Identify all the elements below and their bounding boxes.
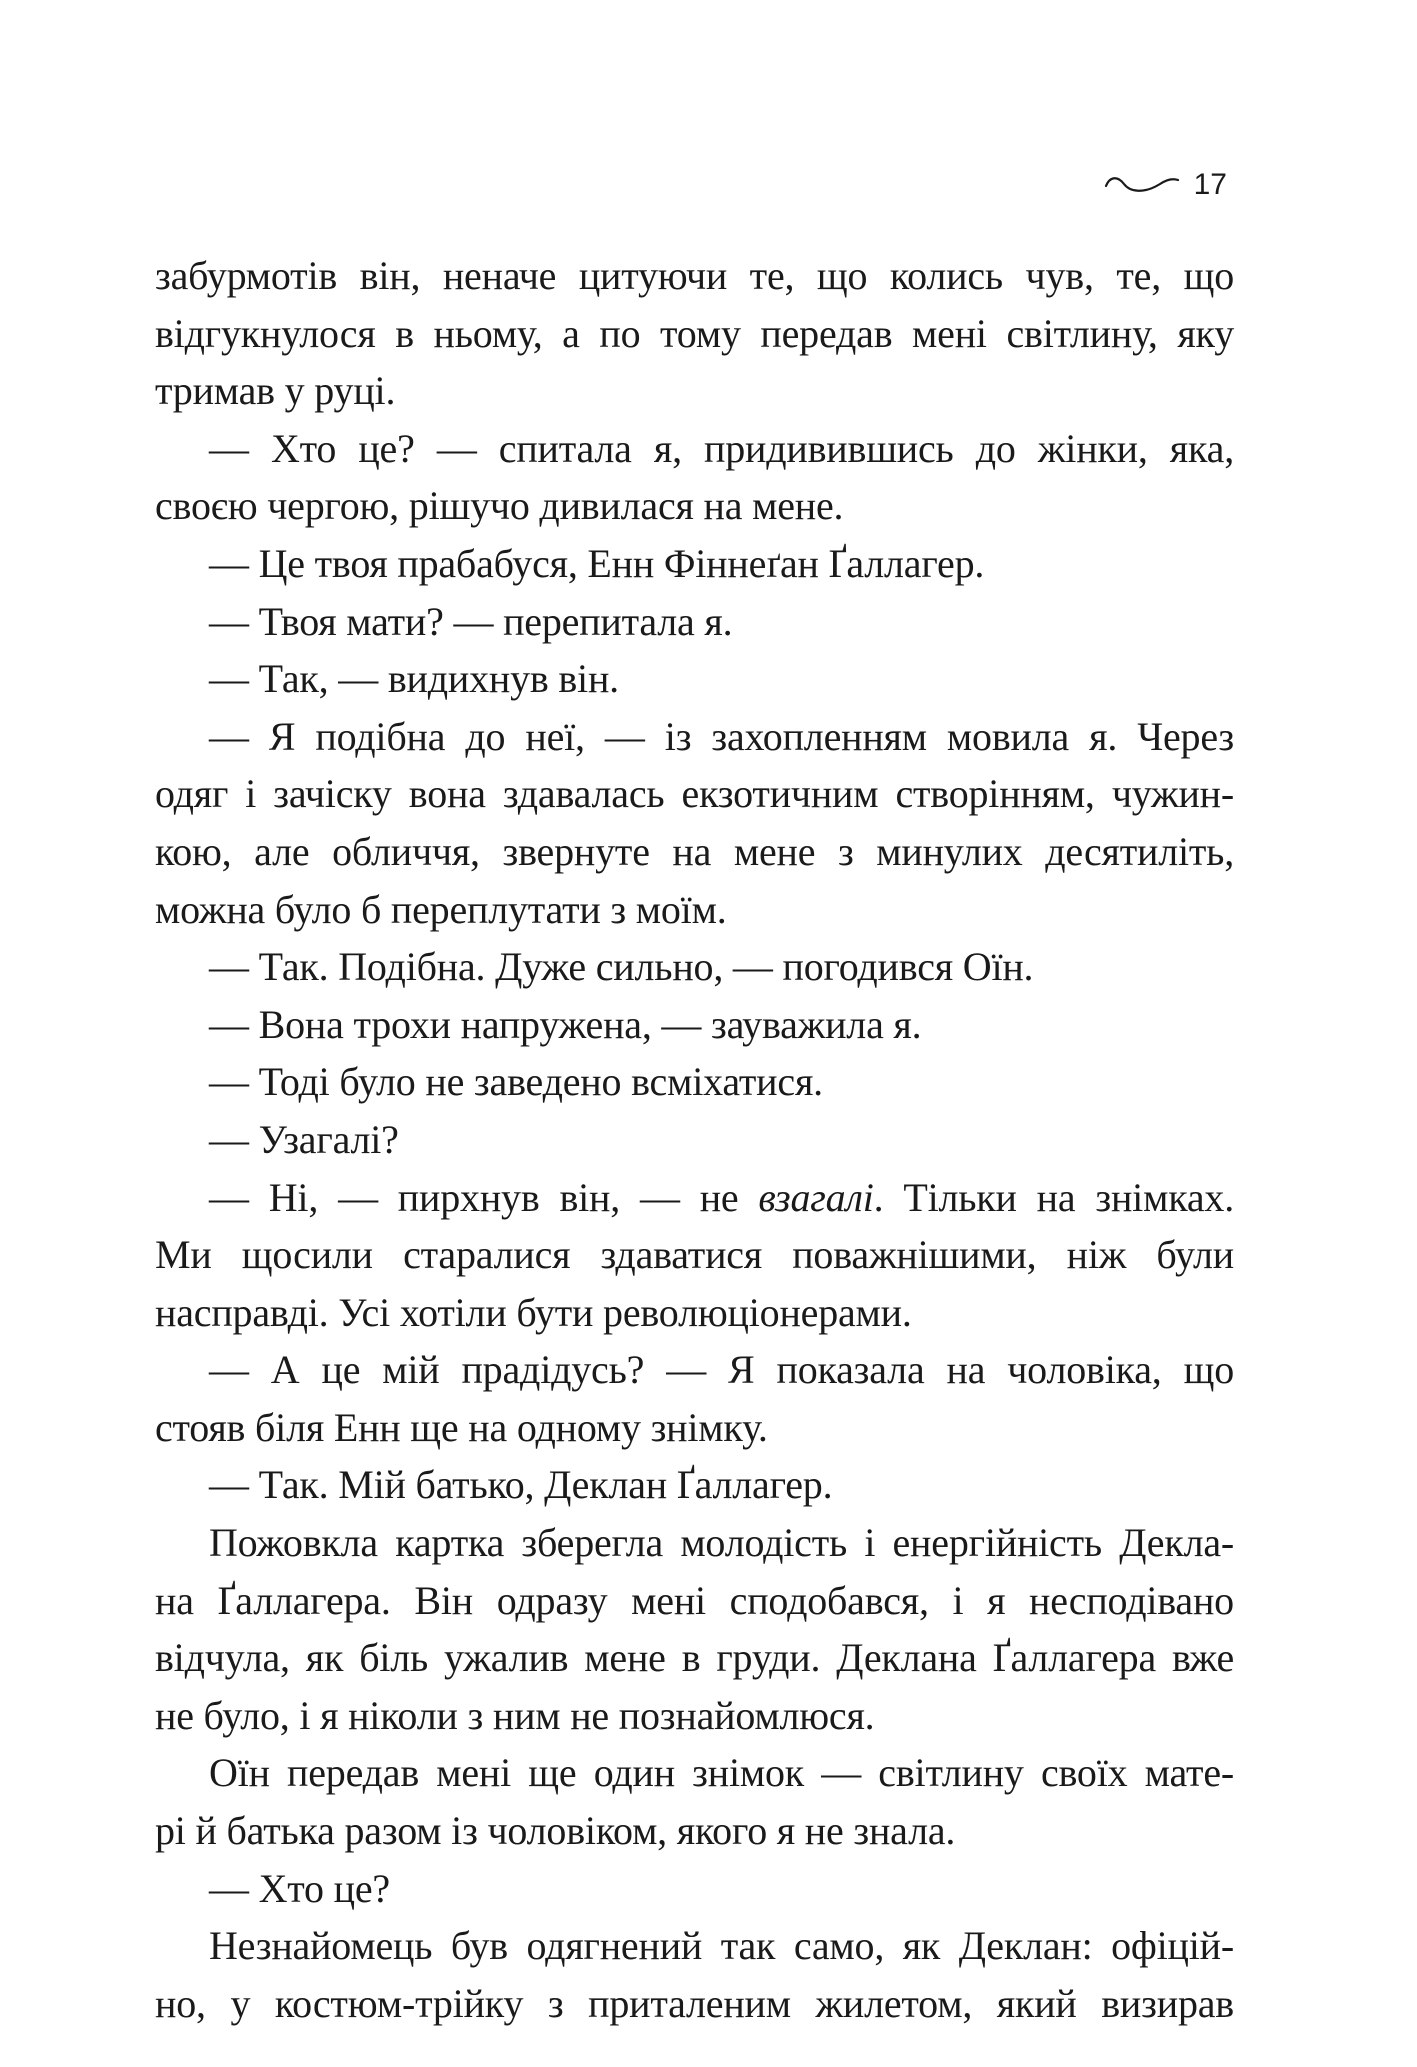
text-segment: . Тільки на знімках. <box>873 1174 1234 1220</box>
text-line: рі й батька разом із чоловіком, якого я не знала. <box>155 1808 956 1854</box>
text-line: — Я подібна до неї, — із захопленням мовила я. Через <box>209 713 1234 759</box>
text-line: — Узагалі? <box>209 1116 399 1162</box>
text-line: своєю чергою, рішучо дивилася на мене. <box>155 483 844 529</box>
text-line: Незнайомець був одягнений так само, як Деклан: офіцій- <box>209 1923 1234 1969</box>
text-line: забурмотів він, неначе цитуючи те, що колись чув, те, що <box>155 253 1234 298</box>
text-line: відгукнулося в ньому, а по тому передав мені світлину, яку <box>155 310 1234 356</box>
body-text <box>155 247 1234 2032</box>
text-line: одяг і зачіску вона здавалась екзотичним створінням, чужин- <box>155 771 1234 817</box>
running-header <box>1104 170 1227 200</box>
text-line: відчула, як біль ужалив мене в груди. Деклана Ґаллагера вже <box>155 1635 1234 1681</box>
text-line: стояв біля Енн ще на одному знімку. <box>155 1404 768 1450</box>
text-line: на Ґаллагера. Він одразу мені сподобався, і я несподівано <box>155 1577 1234 1623</box>
text-line: Ми щосили старалися здаватися поважнішими, ніж були <box>155 1232 1234 1278</box>
text-line: но, у костюм-трійку з приталеним жилетом, який визирав <box>155 1980 1234 2026</box>
text-line: — Хто це? <box>209 1865 390 1911</box>
text-line: — Вона трохи напружена, — зауважила я. <box>209 1001 922 1047</box>
swash-ornament-icon <box>1104 172 1180 198</box>
text-line <box>155 1169 1234 1227</box>
text-line: — А це мій прадідусь? — Я показала на чоловіка, що <box>209 1347 1234 1393</box>
page-number: 17 <box>1193 168 1227 201</box>
text-line: — Так. Мій батько, Деклан Ґаллагер. <box>209 1462 833 1508</box>
text-line: — Твоя мати? — перепитала я. <box>209 598 733 644</box>
text-line: — Так, — видихнув він. <box>209 656 619 702</box>
text-line: — Хто це? — спитала я, придивившись до жінки, яка, <box>209 425 1234 471</box>
italic-emphasis: взагалі <box>758 1174 874 1220</box>
text-line: — Так. Подібна. Дуже сильно, — погодився Оїн. <box>209 944 1034 990</box>
text-line: Пожовкла картка зберегла молодість і енергійність Декла- <box>209 1520 1234 1566</box>
text-line: насправді. Усі хотіли бути революціонерами. <box>155 1289 912 1335</box>
text-line: тримав у руці. <box>155 368 396 414</box>
text-line: кою, але обличчя, звернуте на мене з минулих десятиліть, <box>155 828 1234 874</box>
text-line: — Тоді було не заведено всміхатися. <box>209 1059 823 1105</box>
text-line: Оїн передав мені ще один знімок — світлину своїх мате- <box>209 1750 1234 1796</box>
text-line: можна було б переплутати з моїм. <box>155 886 727 932</box>
text-line: — Це твоя прабабуся, Енн Фіннеґан Ґаллагер. <box>209 540 985 586</box>
text-line: не було, і я ніколи з ним не познайомлюся. <box>155 1692 875 1738</box>
text-segment: — Ні, — пирхнув він, — не <box>209 1174 759 1220</box>
